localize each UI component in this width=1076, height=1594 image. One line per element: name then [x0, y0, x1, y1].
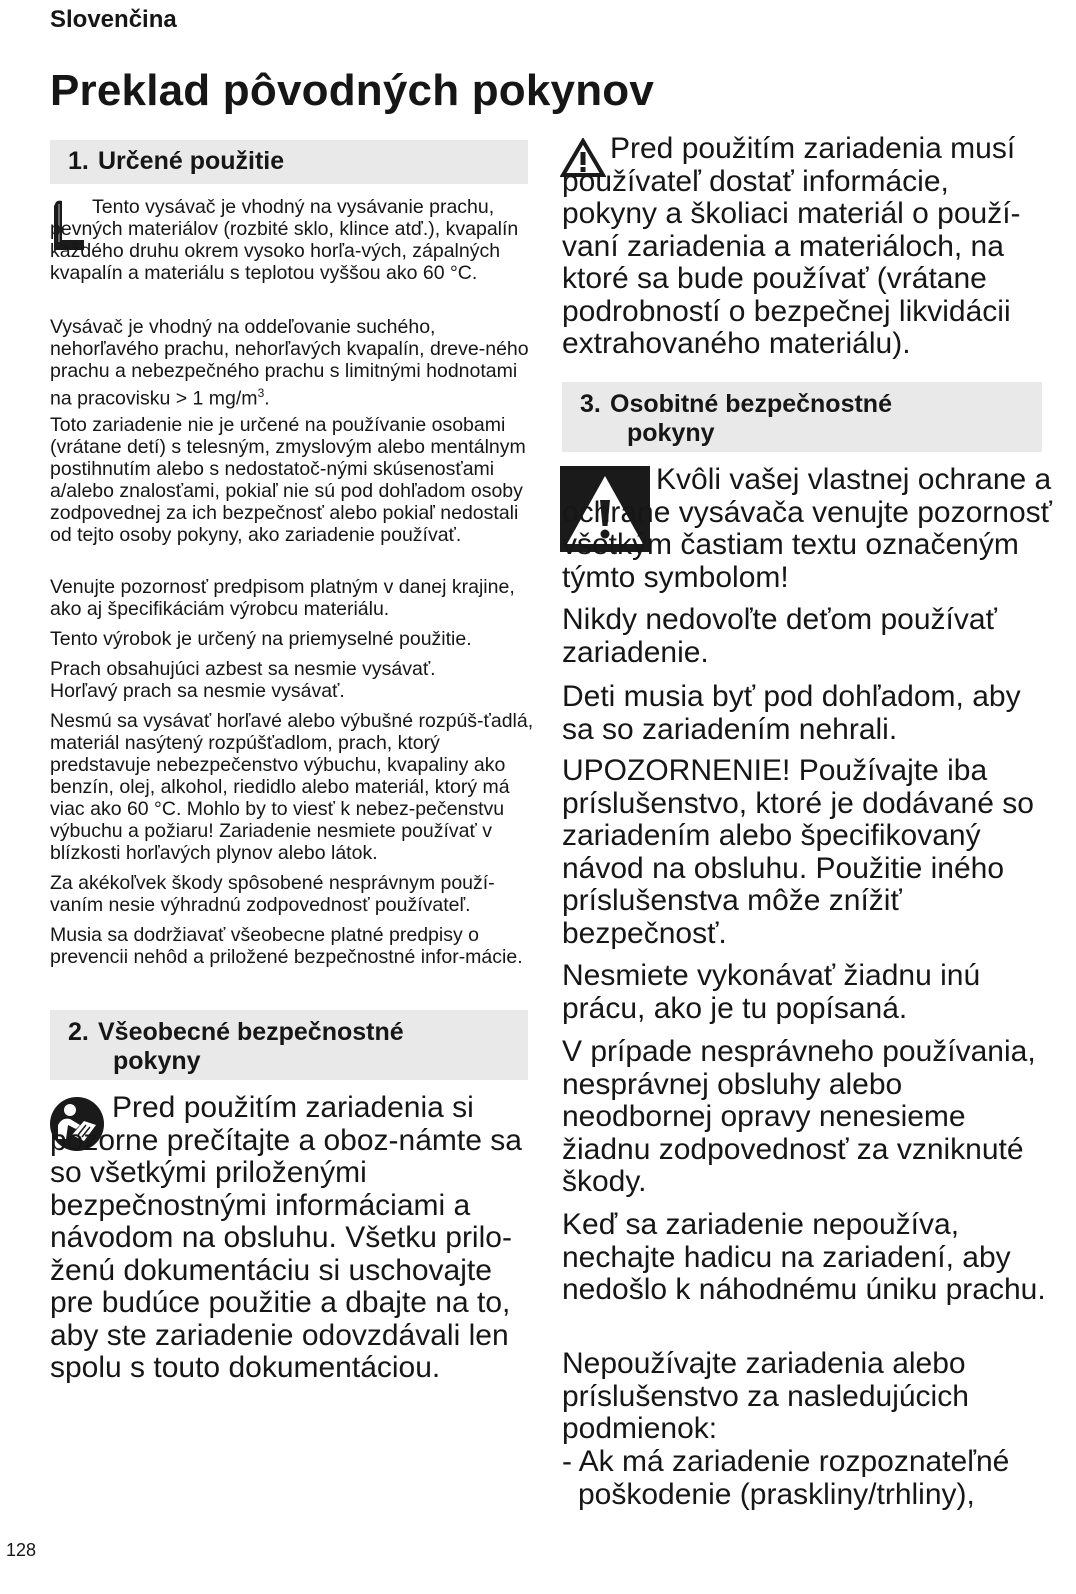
training-info-text: Pred použitím zariadenia musí používateľ dostať informácie, pokyny a školiaci materiál o použí-vaní zariadenia a materiáloch, na ktoré sa bude používať (vrátane podrobností o bezpečnej likvidácii extrahovaného materiálu). [562, 132, 1021, 360]
section-3-title-line2: pokyny [627, 419, 715, 447]
children-use-text: Nikdy nedovoľte deťom používať zariadenie. [562, 603, 997, 669]
page-title: Preklad pôvodných pokynov [50, 66, 655, 115]
section-3-number: 3. [580, 390, 601, 418]
intended-use-paragraph-3: Toto zariadenie nie je určené na používanie osobami (vrátane detí) s telesným, zmyslovým alebo mentálnym postihnutím alebo s nedostatoč-nými skúsenosťami a/alebo znalosťami, pokiaľ nie sú pod dohľadom osoby zodpovednej za ich bezpečnosť alebo pokiaľ nedostali od tejto osoby pokyny, ako zariadenie používať. [50, 414, 526, 546]
intended-use-paragraph-1: Tento vysávač je vhodný na vysávanie prachu, pevných materiálov (rozbité sklo, klince atď.), kvapalín každého druhu okrem vysoko horľa-vých, zápalných kvapalín a materiálu s teplotou vyššou ako 60 °C. [50, 196, 519, 284]
hose-storage-text: Keď sa zariadenie nepoužíva, nechajte hadicu na zariadení, aby nedošlo k náhodnému úniku prachu. [562, 1208, 1046, 1306]
section-2-heading [50, 1010, 528, 1080]
section-1-heading [50, 140, 528, 184]
intended-use-paragraph-4: Venujte pozornosť predpisom platným v danej krajine, ako aj špecifikáciám výrobcu materiálu. [50, 576, 515, 620]
page-number: 128 [6, 1540, 37, 1560]
section-2-title-line2: pokyny [113, 1047, 201, 1075]
intended-use-paragraph-2 [50, 316, 538, 410]
conditions-text: Nepoužívajte zariadenia alebo príslušenstvo za nasledujúcich podmienok: [562, 1347, 969, 1445]
accessories-warning-text: UPOZORNENIE! Používajte iba príslušenstvo, ktoré je dodávané so zariadením alebo špecifikovaný návod na obsluhu. Použitie iného príslušenstva môže znížiť bezpečnosť. [562, 754, 1034, 950]
general-safety-text: Pred použitím zariadenia si pozorne prečítajte a oboz-námte sa so všetkými priloženými bezpečnostnými informáciami a návodom na obsluhu. Všetku prilo-ženú dokumentáciu si uschovajte pre budúce použitie a dbajte na to, aby ste zariadenie odovzdávali len spolu s touto dokumentáciou. [50, 1091, 522, 1384]
p2-text: Vysávač je vhodný na oddeľovanie suchého, nehorľavého prachu, nehorľavých kvapalín, dreve-ného prachu a nebezpečného prachu s limitnými hodnotami na pracovisku > 1 mg/m [50, 316, 529, 410]
no-other-work-text: Nesmiete vykonávať žiadnu inú prácu, ako je tu popísaná. [562, 959, 981, 1025]
p2-superscript: 3 [257, 386, 265, 400]
section-2-number: 2. [68, 1018, 89, 1046]
intended-use-paragraph-6: Prach obsahujúci azbest sa nesmie vysávať. Horľavý prach sa nesmie vysávať. [50, 658, 436, 702]
section-1-title: Určené použitie [98, 147, 285, 175]
section-2-title-line1: Všeobecné bezpečnostné [98, 1018, 404, 1046]
condition-item-damage-text: - Ak má zariadenie rozpoznateľné poškodenie (praskliny/trhliny), [562, 1445, 1010, 1511]
intended-use-paragraph-8: Za akékoľvek škody spôsobené nesprávnym použí-vaním nesie výhradnú zodpovednosť používateľ. [50, 872, 495, 916]
intended-use-paragraph-7: Nesmú sa vysávať horľavé alebo výbušné rozpúš-ťadlá, materiál nasýtený rozpúšťadlom, prach, ktorý predstavuje nebezpečenstvo výbuchu, kvapaliny ako benzín, olej, alkohol, riedidlo alebo materiál, ktorý má viac ako 60 °C. Mohlo by to viesť k nebez-pečenstvu výbuchu a požiaru! Zariadenie nesmiete používať v blízkosti horľavých plynov alebo látok. [50, 710, 534, 864]
section-1-number: 1. [68, 147, 89, 175]
intended-use-paragraph-9: Musia sa dodržiavať všeobecne platné predpisy o prevencii nehôd a priložené bezpečnostné infor-mácie. [50, 924, 523, 968]
intended-use-paragraph-5: Tento výrobok je určený na priemyselné použitie. [50, 628, 472, 650]
section-3-heading [562, 382, 1042, 452]
children-supervision-text: Deti musia byť pod dohľadom, aby sa so zariadením nehrali. [562, 680, 1021, 746]
section-3-title-line1: Osobitné bezpečnostné [610, 390, 892, 418]
liability-text: V prípade nesprávneho používania, nesprávnej obsluhy alebo neodbornej opravy nenesieme žiadnu zodpovednosť za vzniknuté škody. [562, 1035, 1036, 1198]
condition-item-damage [562, 1446, 1052, 1511]
p2-end: . [264, 387, 270, 410]
language-label: Slovenčina [50, 6, 177, 33]
attention-symbol-text: Kvôli vašej vlastnej ochrane a ochrane vysávača venujte pozornosť všetkým častiam textu označeným týmto symbolom! [562, 463, 1052, 594]
